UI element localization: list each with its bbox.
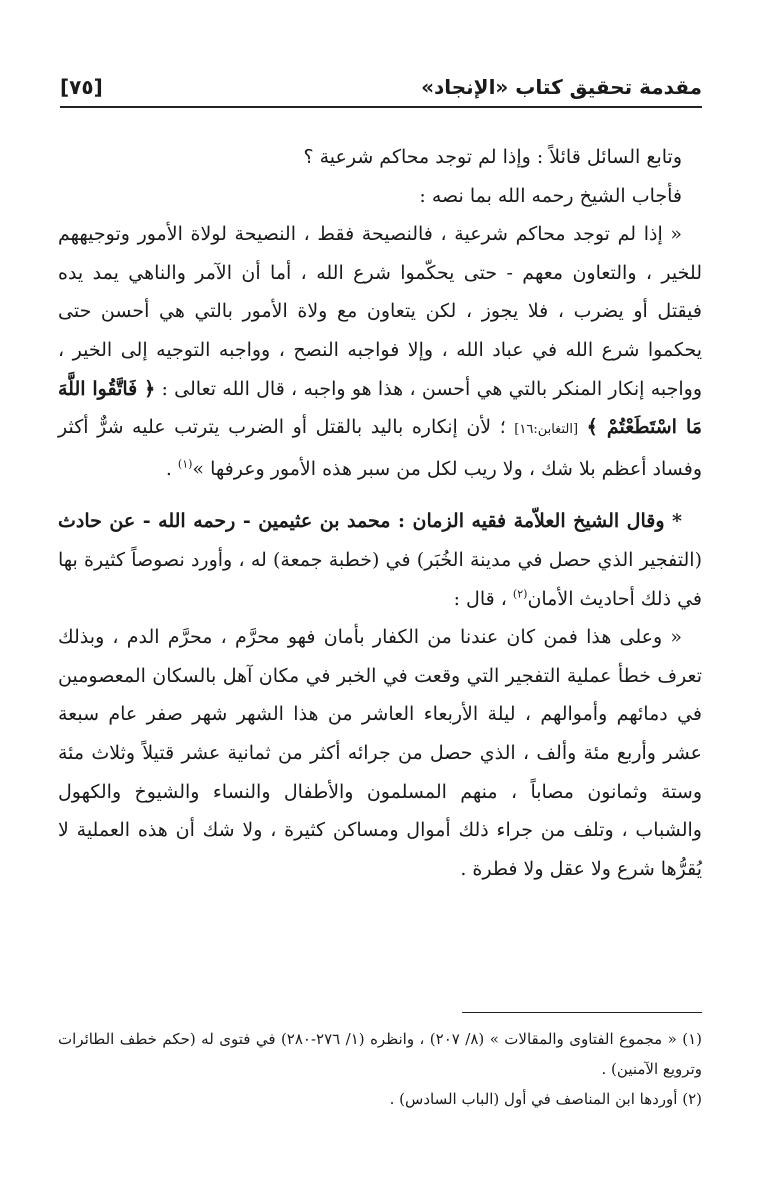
header-divider xyxy=(60,106,702,108)
footnote-2: (٢) أوردها ابن المناصف في أول (الباب السادس) . xyxy=(389,1090,702,1108)
answer-quote-continuation: ؛ لأن إنكاره باليد بالقتل أو الضرب يترتب عليه شرٌّ أكثر وفساد أعظم بلا شك ، ولا ريب لكل من سبر هذه الأمور وعرفها » xyxy=(58,416,702,480)
paragraph-khutbah-quote: « وعلى هذا فمن كان عندنا من الكفار بأمان فهو محرَّم ، محرَّم الدم ، وبذلك تعرف خطأ عملية التفجير التي وقعت في الخبر في مكان آهل بالسكان المعصومين في دمائهم وأموالهم ، ليلة الأربعاء العاشر من هذا الشهر شهر صفر عام سبعة عشر وأربع مئة وألف ، الذي حصل من جرائه أكثر من ثمانية عشر قتيلاً وثلاث مئة وستة وثمانون مصاباً ، منهم المسلمون والأطفال والنساء والشيوخ والكهول والشباب ، وتلف من جراء ذلك أموال ومساكن كثيرة ، ولا شك أن هذه العملية لا يُقرُّها شرع ولا عقل ولا فطرة . xyxy=(58,626,702,880)
footnote-1: (١) « مجموع الفتاوى والمقالات » (٨/ ٢٠٧) ، وانظره (١/ ٢٧٦-٢٨٠) في فتوى له (حكم خطف الطائرات وترويع الآمنين) . xyxy=(58,1030,702,1078)
running-header xyxy=(60,72,702,102)
answer-quote-end: . xyxy=(165,457,172,480)
header-title: مقدمة تحقيق كتاب «الإنجاد» xyxy=(421,75,702,99)
paragraph-answer-intro: فأجاب الشيخ رحمه الله بما نصه : xyxy=(419,184,682,207)
paragraph-gap xyxy=(58,488,702,502)
main-text xyxy=(58,138,702,888)
paragraph-answer-quote xyxy=(58,215,702,488)
paragraph-ibn-uthaymeen xyxy=(58,502,702,618)
page-number: [٧٥] xyxy=(60,75,103,99)
verse-reference: [التغابن:١٦] xyxy=(514,422,579,438)
ibn-uthaymeen-lead: * وقال الشيخ العلاّمة فقيه الزمان : محمد بن عثيمين - رحمه الله - عن حادث xyxy=(58,510,682,533)
answer-quote-text: « إذا لم توجد محاكم شرعية ، فالنصيحة فقط ، النصيحة لولاة الأمور وتوجيههم للخير ، والتعاون معهم - حتى يحكّموا شرع الله ، أما أن الآمر والناهي يمد يده فيقتل أو يضرب ، فلا يجوز ، لكن يتعاون مع ولاة الأمور بالتي هي أحسن حتى يحكموا شرع الله في عباد الله ، وإلا فواجبه النصح ، وواجبه التوجيه إلى الخير ، وواجبه إنكار المنكر بالتي هي أحسن ، هذا هو واجبه ، قال الله تعالى : xyxy=(58,223,702,400)
footnotes xyxy=(58,1024,702,1114)
quran-verse: ﴿ فَاتَّقُوا اللَّهَ مَا اسْتَطَعْتُمْ ﴾ xyxy=(58,377,702,439)
paragraph-question: وتابع السائل قائلاً : وإذا لم توجد محاكم شرعية ؟ xyxy=(303,146,682,168)
footnote-divider xyxy=(462,1012,702,1013)
ibn-uthaymeen-end: ، قال : xyxy=(453,587,507,610)
footnote-marker-2[interactable]: (٢) xyxy=(512,587,528,601)
ibn-uthaymeen-rest: (التفجير الذي حصل في مدينة الخُبَر) في (خطبة جمعة) له ، وأورد نصوصاً كثيرة بها في ذلك أحاديث الأمان xyxy=(58,548,702,610)
footnote-marker-1[interactable]: (١) xyxy=(177,457,193,471)
